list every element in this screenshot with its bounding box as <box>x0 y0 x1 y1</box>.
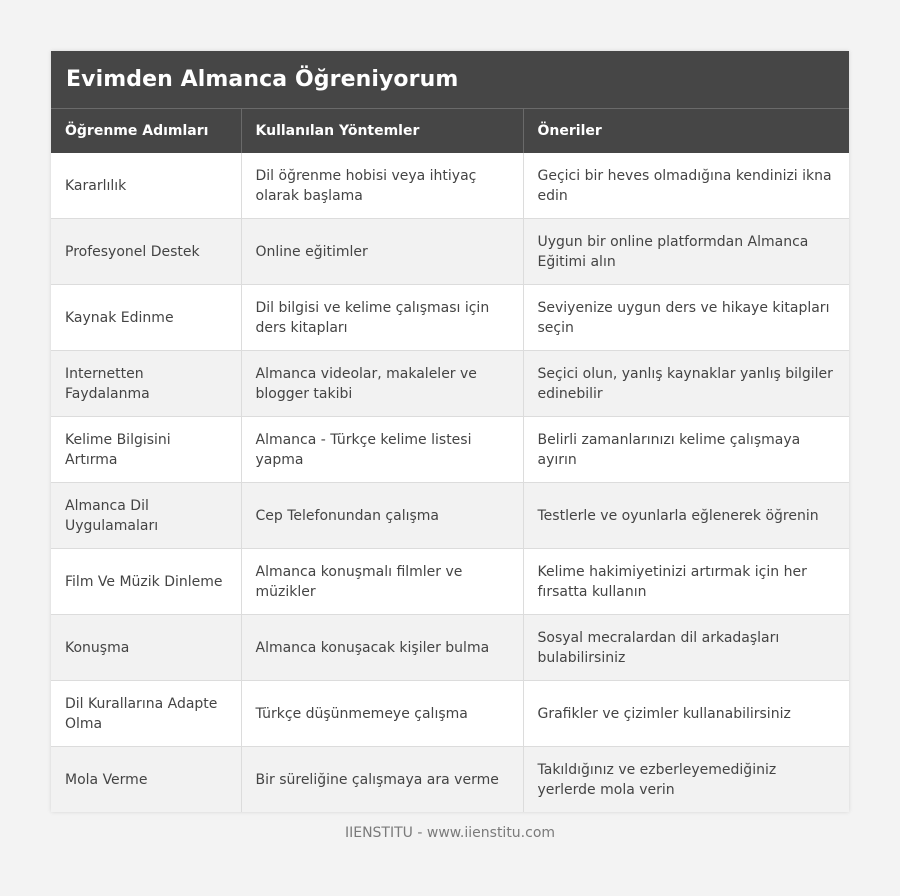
header-row <box>51 109 849 153</box>
footer-credit: IIENSTITU - www.iienstitu.com <box>344 825 556 841</box>
table-row <box>51 483 849 549</box>
table-row <box>51 417 849 483</box>
table-cell-suggestion: Grafikler ve çizimler kullanabilirsiniz <box>523 681 849 747</box>
table-cell-step: Internetten Faydalanma <box>51 351 241 417</box>
table-cell-step: Kaynak Edinme <box>51 285 241 351</box>
table-cell-method: Dil bilgisi ve kelime çalışması için ders kitapları <box>241 285 523 351</box>
table-cell-suggestion: Geçici bir heves olmadığına kendinizi ikna edin <box>523 153 849 219</box>
table-cell-step: Profesyonel Destek <box>51 219 241 285</box>
data-table <box>51 109 849 812</box>
table-row <box>51 549 849 615</box>
table-cell-step: Almanca Dil Uygulamaları <box>51 483 241 549</box>
table-card <box>51 51 849 812</box>
table-cell-step: Mola Verme <box>51 747 241 813</box>
table-cell-suggestion: Testlerle ve oyunlarla eğlenerek öğrenin <box>523 483 849 549</box>
title-bar <box>51 51 849 109</box>
table-cell-suggestion: Sosyal mecralardan dil arkadaşları bulabilirsiniz <box>523 615 849 681</box>
table-row <box>51 615 849 681</box>
table-row <box>51 351 849 417</box>
table-row <box>51 153 849 219</box>
table-cell-suggestion: Kelime hakimiyetinizi artırmak için her fırsatta kullanın <box>523 549 849 615</box>
column-header-suggestions: Öneriler <box>523 109 849 153</box>
table-cell-step: Kelime Bilgisini Artırma <box>51 417 241 483</box>
table-cell-suggestion: Uygun bir online platformdan Almanca Eğitimi alın <box>523 219 849 285</box>
table-cell-step: Dil Kurallarına Adapte Olma <box>51 681 241 747</box>
table-cell-suggestion: Seçici olun, yanlış kaynaklar yanlış bilgiler edinebilir <box>523 351 849 417</box>
table-row <box>51 219 849 285</box>
column-header-steps: Öğrenme Adımları <box>51 109 241 153</box>
table-cell-step: Konuşma <box>51 615 241 681</box>
table-cell-suggestion: Takıldığınız ve ezberleyemediğiniz yerlerde mola verin <box>523 747 849 813</box>
table-cell-method: Almanca konuşacak kişiler bulma <box>241 615 523 681</box>
table-cell-method: Bir süreliğine çalışmaya ara verme <box>241 747 523 813</box>
table-cell-suggestion: Seviyenize uygun ders ve hikaye kitapları seçin <box>523 285 849 351</box>
table-cell-method: Türkçe düşünmemeye çalışma <box>241 681 523 747</box>
page-title: Evimden Almanca Öğreniyorum <box>66 67 459 92</box>
table-cell-method: Cep Telefonundan çalışma <box>241 483 523 549</box>
table-cell-step: Kararlılık <box>51 153 241 219</box>
table-cell-method: Almanca konuşmalı filmler ve müzikler <box>241 549 523 615</box>
table-cell-method: Almanca videolar, makaleler ve blogger takibi <box>241 351 523 417</box>
table-cell-suggestion: Belirli zamanlarınızı kelime çalışmaya ayırın <box>523 417 849 483</box>
table-cell-step: Film Ve Müzik Dinleme <box>51 549 241 615</box>
table-row <box>51 747 849 813</box>
table-row <box>51 681 849 747</box>
column-header-methods: Kullanılan Yöntemler <box>241 109 523 153</box>
table-cell-method: Almanca - Türkçe kelime listesi yapma <box>241 417 523 483</box>
table-cell-method: Online eğitimler <box>241 219 523 285</box>
table-row <box>51 285 849 351</box>
table-cell-method: Dil öğrenme hobisi veya ihtiyaç olarak başlama <box>241 153 523 219</box>
